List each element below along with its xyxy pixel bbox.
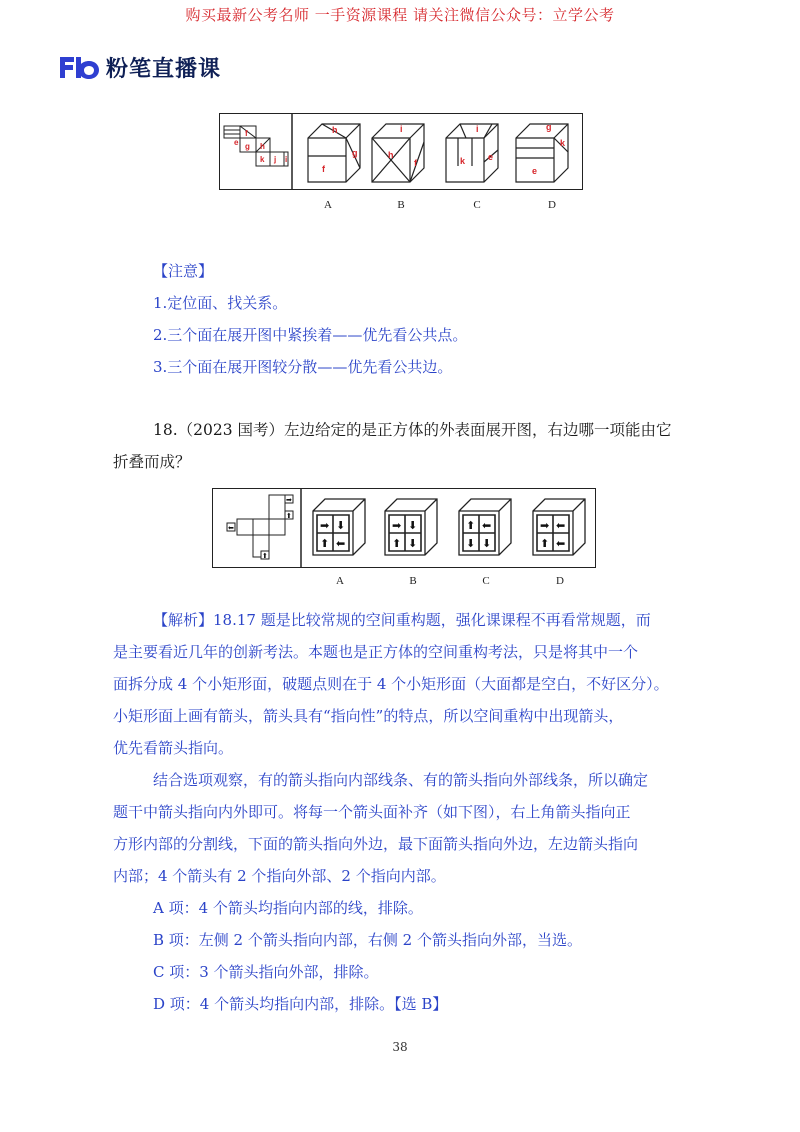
svg-text:i: i [476, 124, 479, 134]
fig1-option-b-label: B [397, 199, 405, 211]
page-number: 38 [392, 1040, 408, 1054]
net-letter-g: g [245, 142, 250, 151]
net-letter-k: k [260, 155, 265, 164]
net-letter-h: h [260, 142, 265, 151]
analysis-option-c: C 项：3 个箭头指向外部，排除。 [153, 963, 379, 981]
figure-1-drawing [220, 114, 582, 189]
arrow-icon: ⬅ [556, 537, 566, 550]
fig1-option-a-label: A [324, 199, 332, 211]
arrow-icon: ⬅ [336, 537, 346, 550]
arrow-icon: ➡ [540, 519, 550, 532]
svg-text:e: e [532, 166, 538, 176]
arrow-icon: ⬅ [556, 519, 566, 532]
analysis-line-4: 小矩形面上画有箭头，箭头具有“指向性”的特点，所以空间重构中出现箭头， [113, 707, 624, 725]
svg-text:h: h [388, 150, 394, 160]
net-letter-i: i [285, 155, 288, 164]
arrow-icon: ⬇ [408, 519, 418, 532]
arrow-cube-d [533, 499, 585, 555]
figure-2-drawing [213, 489, 595, 567]
arrow-icon: ⬇ [482, 537, 492, 550]
note-item-3: 3.三个面在展开图较分散——优先看公共边。 [153, 358, 453, 376]
fig2-option-a-label: A [336, 575, 344, 587]
note-title: 【注意】 [153, 262, 214, 280]
arrow-icon: ⬆ [392, 537, 402, 550]
arrow-icon: ⬇ [466, 537, 476, 550]
svg-text:f: f [322, 164, 325, 174]
analysis-line-9: 内部；4 个箭头有 2 个指向外部、2 个指向内部。 [113, 867, 446, 885]
svg-text:k: k [560, 138, 566, 148]
fb-logo-icon [58, 53, 102, 81]
svg-text:g: g [352, 148, 358, 158]
analysis-line-6: 结合选项观察，有的箭头指向内部线条、有的箭头指向外部线条，所以确定 [153, 771, 649, 789]
analysis-line-8: 方形内部的分割线，下面的箭头指向外边，最下面箭头指向外边，左边箭头指向 [113, 835, 639, 853]
analysis-option-a: A 项：4 个箭头均指向内部的线，排除。 [153, 899, 423, 917]
analysis-option-b: B 项：左侧 2 个箭头指向内部，右侧 2 个箭头指向外部，当选。 [153, 931, 582, 949]
svg-text:⬆: ⬆ [286, 512, 292, 520]
fig1-option-d-label: D [548, 199, 556, 211]
note-item-2: 2.三个面在展开图中紧挨着——优先看公共点。 [153, 326, 468, 344]
question-line-1: 18.（2023 国考）左边给定的是正方体的外表面展开图，右边哪一项能由它 [153, 421, 672, 439]
svg-text:⬆: ⬆ [262, 552, 268, 560]
analysis-option-d: D 项：4 个箭头均指向内部，排除。【选 B】 [153, 995, 448, 1013]
top-banner: 购买最新公考名师 一手资源课程 请关注微信公众号：立学公考 [185, 6, 615, 24]
svg-text:➡: ➡ [286, 496, 292, 504]
svg-text:⬅: ⬅ [228, 524, 234, 532]
logo [58, 52, 221, 82]
fig2-option-d-label: D [556, 575, 564, 587]
arrow-icon: ⬆ [320, 537, 330, 550]
analysis-line-3: 面拆分成 4 个小矩形面，破题点则在于 4 个小矩形面（大面都是空白，不好区分）。 [113, 675, 669, 693]
arrow-cube-c [459, 499, 511, 555]
svg-text:h: h [332, 125, 338, 135]
arrow-cube-b [385, 499, 437, 555]
net-letter-f: f [245, 129, 248, 138]
note-item-1: 1.定位面、找关系。 [153, 294, 288, 312]
fig2-option-c-label: C [482, 575, 490, 587]
svg-text:i: i [400, 124, 403, 134]
svg-text:f: f [414, 158, 417, 168]
arrow-icon: ⬇ [408, 537, 418, 550]
arrow-cube-a [313, 499, 365, 555]
svg-text:e: e [488, 152, 494, 162]
analysis-line-2: 是主要看近几年的创新考法。本题也是正方体的空间重构考法，只是将其中一个 [113, 643, 639, 661]
arrow-icon: ➡ [320, 519, 330, 532]
figure-2 [212, 488, 596, 568]
svg-text:g: g [546, 122, 552, 132]
arrow-icon: ⬇ [336, 519, 346, 532]
arrow-icon: ⬅ [482, 519, 492, 532]
svg-text:k: k [460, 156, 466, 166]
logo-text: 粉笔直播课 [106, 56, 222, 82]
fig2-option-b-label: B [409, 575, 417, 587]
fig1-option-c-label: C [473, 199, 481, 211]
arrow-icon: ➡ [392, 519, 402, 532]
net-letter-j: j [274, 155, 277, 164]
arrow-icon: ⬆ [540, 537, 550, 550]
analysis-line-7: 题干中箭头指向内外即可。将每一个箭头面补齐（如下图），右上角箭头指向正 [113, 803, 631, 821]
analysis-line-5: 优先看箭头指向。 [113, 739, 234, 757]
analysis-line-1: 【解析】18.17 题是比较常规的空间重构题，强化课课程不再看常规题，而 [153, 611, 651, 629]
figure-1 [219, 113, 583, 190]
arrow-icon: ⬆ [466, 519, 476, 532]
question-line-2: 折叠而成？ [113, 453, 191, 471]
net-letter-e: e [234, 138, 239, 147]
